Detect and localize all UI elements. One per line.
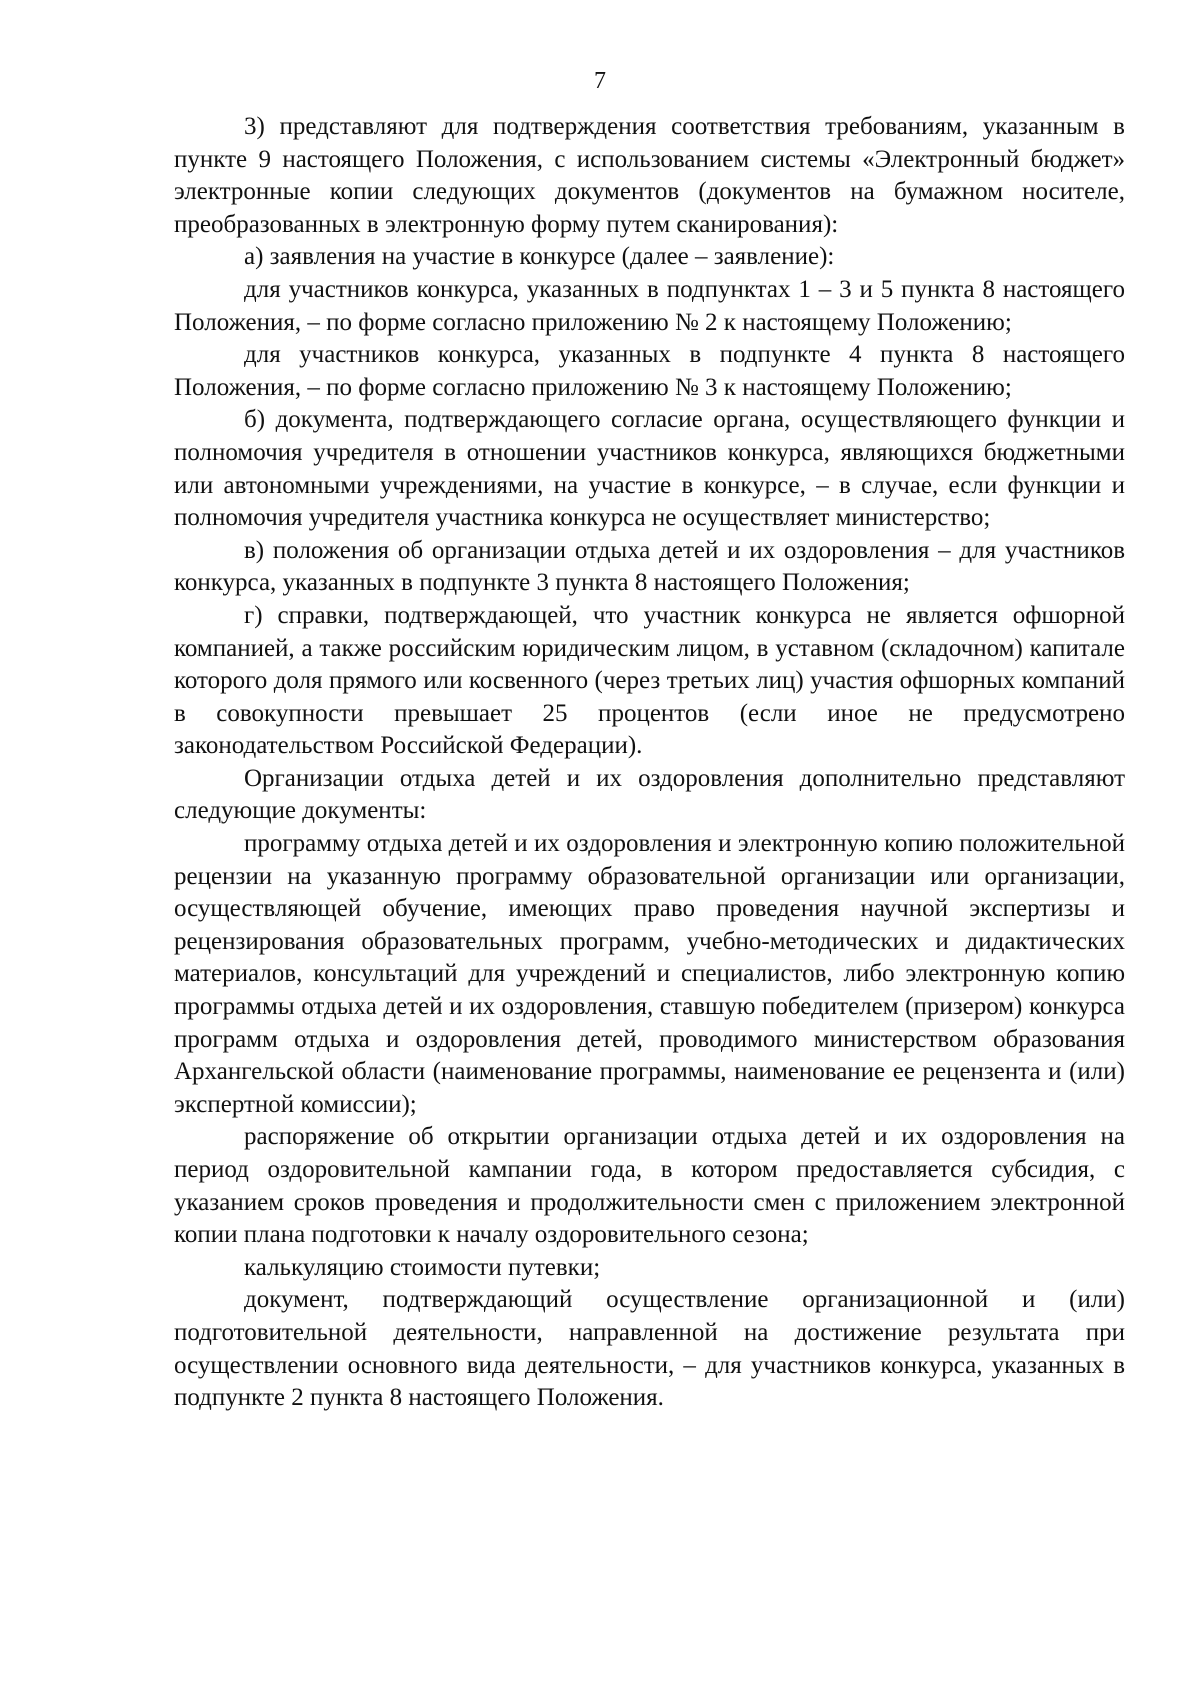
document-body: [174, 111, 1125, 1415]
paragraph-opening-order: распоряжение об открытии организации отдыха детей и их оздоровления на период оздоровительной кампании года, в котором предоставляется субсидия, с указанием сроков проведения и продолжительности смен с приложением электронной копии плана подготовки к началу оздоровительного сезона;: [174, 1123, 1125, 1249]
paragraph-3-submit-documents: 3) представляют для подтверждения соответствия требованиям, указанным в пункте 9 настоящего Положения, с использованием системы «Электронный бюджет» электронные копии следующих документов (документов на бумажном носителе, преобразованных в электронную форму путем сканирования):: [174, 113, 1125, 238]
paragraph-preparatory-activity-document: документ, подтверждающий осуществление организационной и (или) подготовительной деятельности, направленной на достижение результата при осуществлении основного вида деятельности, – для участников конкурса, указанных в подпункте 2 пункта 8 настоящего Положения.: [174, 1286, 1125, 1412]
paragraph-a-application: а) заявления на участие в конкурсе (далее – заявление):: [244, 243, 835, 271]
page-number: 7: [594, 68, 606, 94]
paragraph-application-form-2: для участников конкурса, указанных в подпунктах 1 – 3 и 5 пункта 8 настоящего Положения, – по форме согласно приложению № 2 к настоящему Положению;: [174, 275, 1125, 336]
paragraph-additional-documents-intro: Организации отдыха детей и их оздоровления дополнительно представляют следующие документы:: [174, 764, 1125, 825]
paragraph-application-form-3: для участников конкурса, указанных в подпункте 4 пункта 8 настоящего Положения, – по форме согласно приложению № 3 к настоящему Положению;: [174, 341, 1125, 401]
paragraph-recreation-program: программу отдыха детей и их оздоровления и электронную копию положительной рецензии на указанную программу образовательной организации или организации, осуществляющей обучение, имеющих право проведения научной экспертизы и рецензирования образовательных программ, учебно-методических и дидактических материалов, консультаций для учреждений и специалистов, либо электронную копию программы отдыха детей и их оздоровления, ставшую победителем (призером) конкурса программ отдыха и оздоровления детей, проводимого министерством образования Архангельской области (наименование программы, наименование ее рецензента и (или) экспертной комиссии);: [174, 830, 1125, 1118]
paragraph-g-offshore-certificate: г) справки, подтверждающей, что участник конкурса не является офшорной компанией, а также российским юридическим лицом, в уставном (складочном) капитале которого доля прямого или косвенного (через третьих лиц) участия офшорных компаний в совокупности превышает 25 процентов (если иное не предусмотрено законодательством Российской Федерации).: [174, 601, 1125, 760]
paragraph-b-founder-consent: б) документа, подтверждающего согласие органа, осуществляющего функции и полномочия учредителя в отношении участников конкурса, являющихся бюджетными или автономными учреждениями, на участие в конкурсе, – в случае, если функции и полномочия учредителя участника конкурса не осуществляет министерство;: [174, 406, 1125, 532]
paragraph-v-organization-regulation: в) положения об организации отдыха детей и их оздоровления – для участников конкурса, указанных в подпункте 3 пункта 8 настоящего Положения;: [174, 536, 1125, 597]
paragraph-voucher-calculation: калькуляцию стоимости путевки;: [244, 1253, 601, 1281]
